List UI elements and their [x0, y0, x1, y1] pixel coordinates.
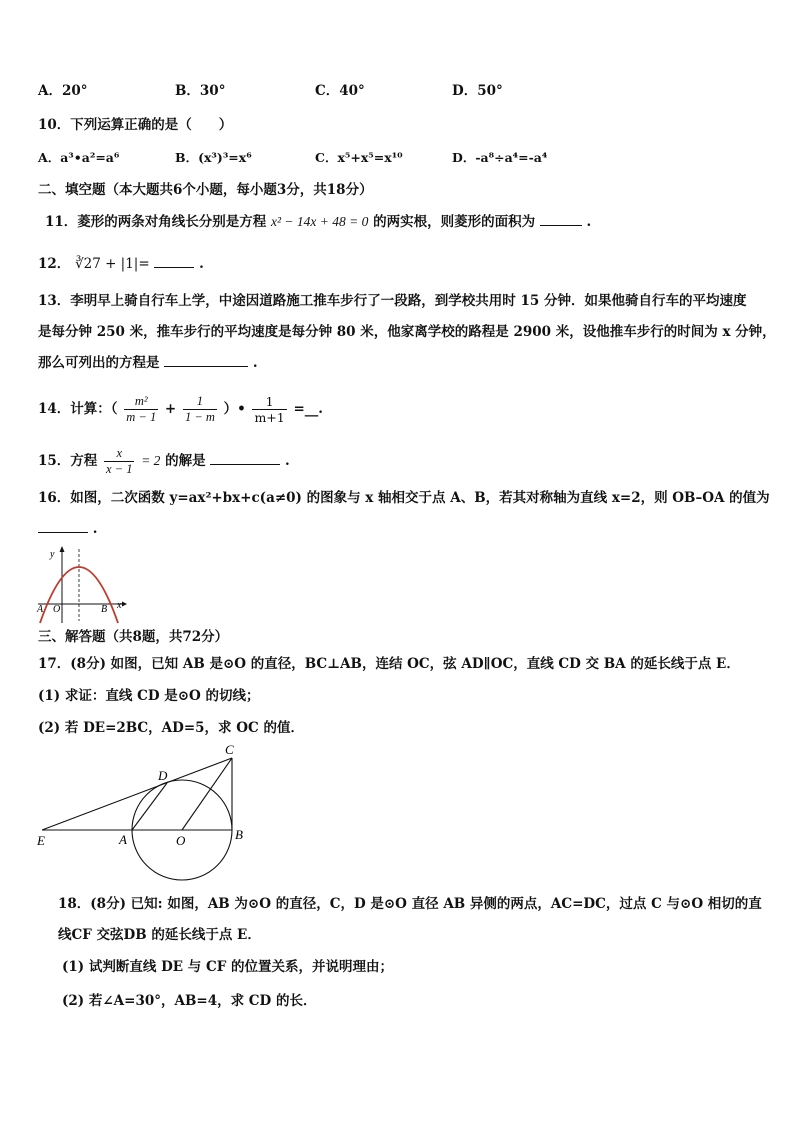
q11-text-after: 的两实根，则菱形的面积为 [373, 214, 536, 230]
q11-text-before: 11．菱形的两条对角线长分别是方程 [45, 214, 267, 230]
q16-parabola-figure [36, 545, 131, 625]
q12-line [38, 255, 204, 273]
q9-option-b: B．30° [175, 83, 226, 99]
q15-end: . [285, 453, 290, 469]
q14-mid: ）• [223, 401, 246, 417]
q14-fraction-3-numerator: 1 [252, 394, 286, 410]
q17-label-e: E [37, 833, 45, 848]
q14-plus: + [164, 401, 177, 417]
q14-fraction-2 [183, 394, 217, 425]
q17-stem: 17．(8分) 如图，已知 AB 是⊙O 的直径，BC⊥AB，连结 OC，弦 AD∥OC，直线 CD 交 BA 的延长线于点 E． [38, 656, 740, 672]
q17-part-2: (2) 若 DE=2BC，AD=5，求 OC 的值． [38, 720, 304, 736]
q16-y-axis-arrow [60, 546, 65, 552]
q11-answer-blank[interactable] [540, 213, 582, 226]
q10-option-c: C．x⁵+x⁵=x¹⁰ [315, 150, 403, 165]
q16-label-y: y [50, 549, 55, 560]
q15-fraction-numerator: x [104, 446, 134, 462]
q12-answer-blank[interactable] [154, 255, 194, 268]
q14-fraction-1-denominator: m − 1 [126, 410, 157, 424]
q14-fraction-3-denominator: m+1 [254, 410, 285, 425]
q18-part-2: (2) 若∠A=30°，AB=4，求 CD 的长． [62, 993, 317, 1009]
q13-line-2: 是每分钟 250 米，推车步行的平均速度是每分钟 80 米，他家离学校的路程是 2900 米，设他推车步行的时间为 x 分钟， [38, 324, 776, 340]
q13-line-1: 13．李明早上骑自行车上学，中途因道路施工推车步行了一段路，到学校共用时 15 分钟．如果他骑自行车的平均速度 [38, 293, 747, 309]
q17-line-oc [182, 758, 232, 830]
q18-part-1: (1) 试判断直线 DE 与 CF 的位置关系，并说明理由； [62, 959, 393, 975]
q16-x-axis-arrow [122, 602, 127, 607]
q9-option-d: D．50° [452, 83, 503, 99]
q13-line-3 [38, 354, 258, 372]
q15-fraction-denominator: x − 1 [106, 462, 133, 476]
q14-prefix: 14．计算：（ [38, 401, 118, 417]
q17-part-1: (1) 求证：直线 CD 是⊙O 的切线； [38, 688, 260, 704]
q18-line-1: 18．(8分) 已知: 如图，AB 为⊙O 的直径，C，D 是⊙O 直径 AB 异侧的两点，AC=DC，过点 C 与⊙O 相切的直 [58, 896, 762, 912]
q14-fraction-1-numerator: m² [124, 394, 158, 410]
q15-answer-blank[interactable] [210, 452, 280, 465]
q14-line [38, 392, 323, 428]
q12-radical-expression: ∛27 + |1|= [75, 256, 150, 272]
q16-label-b: B [101, 604, 108, 615]
q9-option-c: C．40° [315, 83, 365, 99]
q15-prefix: 15．方程 [38, 453, 98, 469]
section-solution-heading: 三、解答题（共8题，共72分） [38, 629, 229, 645]
section-fill-in-heading: 二、填空题（本大题共6个小题，每小题3分，共18分） [38, 182, 373, 198]
q17-circle-figure [36, 742, 256, 882]
q10-option-b: B．(x³)³=x⁶ [175, 150, 252, 165]
q13-answer-blank[interactable] [164, 354, 248, 367]
q16-end: . [92, 521, 98, 537]
q15-rhs: = 2 [141, 453, 161, 468]
q10-option-d: D．-a⁸÷a⁴=-a⁴ [452, 150, 548, 165]
q16-answer-blank[interactable] [38, 520, 88, 533]
q17-label-d: D [158, 768, 168, 783]
q11-line [45, 213, 591, 231]
q17-line-ec [42, 758, 232, 830]
q10-stem: 10．下列运算正确的是（ ） [38, 117, 233, 133]
q10-option-a: A．a³•a²=a⁶ [38, 150, 120, 165]
q9-option-a: A．20° [38, 83, 88, 99]
q17-label-a: A [119, 832, 127, 847]
q15-fraction [104, 446, 134, 477]
q16-label-a: A [37, 604, 44, 615]
q16-line-2 [38, 520, 97, 538]
q11-equation: x² − 14x + 48 = 0 [271, 214, 369, 229]
q14-fraction-2-denominator: 1 − m [184, 410, 215, 424]
q13-end: . [252, 355, 258, 371]
q16-label-o: O [53, 604, 61, 615]
q17-label-c: C [225, 742, 234, 757]
q13-line-3-text: 那么可列出的方程是 [38, 355, 160, 371]
q15-line [38, 444, 290, 480]
q12-end: . [199, 256, 204, 272]
q18-line-2: 线CF 交弦DB 的延长线于点 E． [58, 927, 261, 943]
q16-line-1: 16．如图，二次函数 y=ax²+bx+c(a≠0) 的图象与 x 轴相交于点 A、B，若其对称轴为直线 x=2，则 OB–OA 的值为 [38, 490, 770, 506]
q14-fraction-1 [124, 394, 158, 425]
q12-prefix: 12． [38, 256, 71, 272]
q16-label-x: x [117, 600, 122, 611]
q14-fraction-2-numerator: 1 [183, 394, 217, 410]
q15-text-after: 的解是 [165, 453, 206, 469]
q17-label-b: B [235, 827, 243, 842]
q17-label-o: O [176, 833, 186, 848]
q14-end: =__. [293, 401, 323, 417]
q11-end: . [586, 214, 592, 230]
q14-fraction-3 [252, 394, 286, 425]
